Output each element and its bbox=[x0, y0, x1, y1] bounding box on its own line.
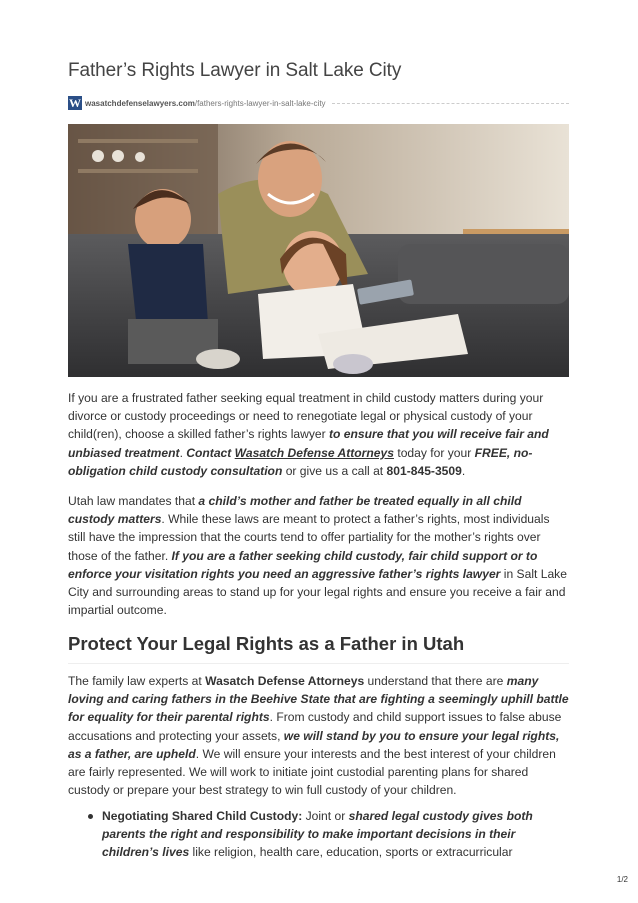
utah-law-paragraph: Utah law mandates that a child’s mother and father be treated equally in all child custody matters. While these laws are meant to protect a father’s rights, most individuals still have the impression that the courts tend to offer partiality for the mother’s rights over those of the father. If you are a father seeking child custody, fair child support or to enforce your visitation rights you need an aggressive father’s rights lawyer in Salt Lake City and surrounding areas to stand up for your legal rights and ensure you receive a fair and impartial outcome. bbox=[68, 494, 567, 618]
page-number: 1/2 bbox=[616, 875, 628, 884]
source-divider bbox=[332, 103, 569, 104]
hero-illustration bbox=[68, 124, 569, 377]
firm-link[interactable]: Wasatch Defense Attorneys bbox=[234, 445, 394, 460]
source-path[interactable]: /fathers-rights-lawyer-in-salt-lake-city bbox=[194, 98, 326, 108]
family-photo-icon bbox=[68, 124, 569, 377]
services-list bbox=[68, 807, 569, 862]
intro-paragraph: If you are a frustrated father seeking equal treatment in child custody matters during your divorce or custody proceedings or need to renegotiate legal or physical custody of your child(ren), choose a skilled father’s rights lawyer to ensure that you will receive fair and unbiased treatment. Contact Wasatch Defense Attorneys today for your FREE, no-obligation child custody consultation or give us a call at 801-845-3509. bbox=[68, 391, 549, 478]
section-heading: Protect Your Legal Rights as a Father in Utah bbox=[68, 633, 569, 664]
site-logo-icon: W bbox=[69, 95, 81, 110]
phone-number[interactable]: 801-845-3509 bbox=[386, 463, 462, 478]
list-item: Negotiating Shared Child Custody: Joint or shared legal custody gives both parents the right and responsibility to make important decisions in their children’s lives like religion, health care, education, sports or extracurricular bbox=[68, 807, 569, 862]
family-law-paragraph: The family law experts at Wasatch Defense Attorneys understand that there are many loving and caring fathers in the Beehive State that are fighting a seemingly uphill battle for equality for their parental rights. From custody and child support issues to false abuse accusations and protecting your assets, we will stand by you to ensure your legal rights, as a father, are upheld. We will ensure your interests and the best interest of your children are fairly represented. We will work to initiate joint custodial parenting plans for shared custody or prepare your best strategy to win full custody of your children. bbox=[68, 674, 569, 798]
bullet-icon bbox=[88, 814, 93, 819]
source-domain[interactable]: wasatchdefenselawyers.com bbox=[85, 98, 195, 108]
source-url-bar bbox=[68, 94, 569, 112]
page-title: Father’s Rights Lawyer in Salt Lake City bbox=[68, 60, 402, 81]
